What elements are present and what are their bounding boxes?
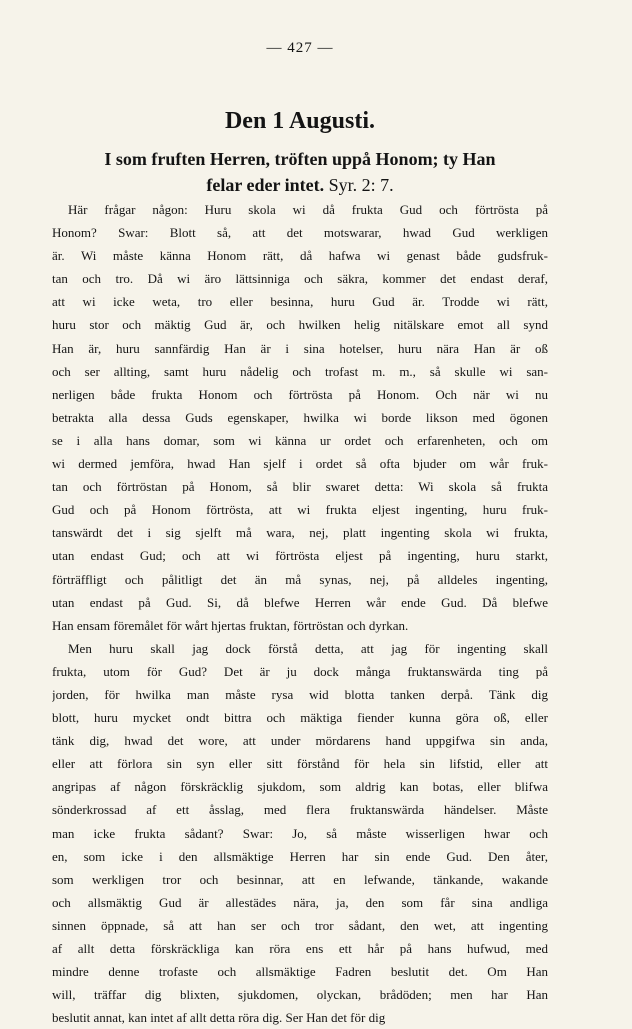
text-line: Men huru skall jag dock förstå detta, att jag för ingenting skall [68, 640, 548, 656]
text-line: man icke frukta sådant? Swar: Jo, så måste wisserligen hwar och [52, 825, 548, 841]
text-line: att wi icke weta, tro eller besinna, huru Gud är. Trodde wi rätt, [52, 294, 548, 310]
verse-line-1: I som fruften Herren, tröften uppå Honom; ty Han [104, 149, 496, 169]
text-line: Han ensam föremålet för wårt hjertas fruktan, förtröstan och dyrkan. [52, 617, 409, 633]
body-text [52, 198, 548, 1029]
verse-line-2-text: felar eder intet. [206, 175, 325, 195]
text-line: tanswärdt det i sig sjelft må wara, nej, platt ingenting skola wi frukta, [52, 525, 548, 541]
text-line: är. Wi måste känna Honom rätt, då hafwa wi genast både gudsfruk- [52, 248, 548, 264]
text-line: och allsmäktig Gud är allestädes nära, ja, den som får sina andliga [52, 894, 548, 910]
text-line: tan och förtröstan på Honom, så blir swaret detta: Wi skola så frukta [52, 479, 548, 495]
verse-reference: Syr. 2: 7. [328, 175, 394, 195]
page-number: — 427 — [266, 40, 334, 56]
text-line: utan endast på Gud. Si, då blefwe Herren wår ende Gud. Då blefwe [52, 594, 548, 610]
text-line: se i alla hans domar, som wi känna ur ordet och erfarenheten, och om [52, 432, 548, 448]
text-line: af allt detta förskräckliga kan röra ens ett hår på hans hufwud, med [52, 941, 548, 956]
text-line: Han är, huru sannfärdig Han är i sina hotelser, huru nära Han är oß [52, 340, 548, 356]
text-line: huru stor och mäktig Gud är, och hwilken helig nitälskare emot all synd [52, 317, 548, 333]
text-line: jorden, för hwilka man måste rysa wid blotta tanken derpå. Tänk dig [52, 686, 548, 702]
text-line: en, som icke i den allsmäktige Herren har sin ende Gud. Den åter, [52, 848, 548, 864]
text-line: förträffligt och pålitligt det än må synas, nej, på alldeles ingenting, [52, 571, 548, 587]
text-line: blott, huru mycket ondt bittra och mäktiga fiender kunna göra oß, eller [52, 710, 548, 726]
text-line: sinnen öppnade, så att han ser och tror sådant, den wet, att ingenting [52, 917, 548, 933]
text-line: beslutit annat, kan intet af allt detta röra dig. Ser Han det för dig [52, 1010, 386, 1026]
text-line: frukta, utom för Gud? Det är ju dock många fruktanswärda ting på [52, 663, 548, 679]
text-line: tänk dig, hwad det wore, att under mördarens hand uppgifwa sin anda, [52, 733, 548, 749]
page-title: Den 1 Augusti. [224, 108, 376, 134]
text-line: Här frågar någon: Huru skola wi då frukta Gud och förtrösta på [68, 202, 548, 217]
text-line: som werkligen tror och besinnar, att en lefwande, tänkande, wakande [52, 871, 548, 887]
book-page [52, 0, 548, 1026]
text-line: Gud och på Honom förtrösta, att wi frukta eljest ingenting, huru fruk- [52, 502, 548, 518]
text-line: wi dermed jemföra, hwad Han sjelf i ordet så ofta bjuder om wår fruk- [52, 456, 548, 472]
text-line: mindre denne trofaste och allsmäktige Fadren beslutit det. Om Han [52, 964, 548, 980]
text-line: betrakta alla dessa Guds egenskaper, hwilka wi borde likson med ögonen [52, 409, 548, 425]
text-line: tan och tro. Då wi äro lättsinniga och säkra, kommer det endast deraf, [52, 271, 548, 287]
text-line: Honom? Swar: Blott så, att det motswarar, hwad Gud werkligen [52, 225, 548, 241]
text-line: eller att förlora sin syn eller sitt förstånd för hela sin lifstid, eller att [52, 756, 548, 772]
text-line: will, träffar dig blixten, sjukdomen, olyckan, brådöden; men har Han [52, 987, 548, 1003]
text-line: utan endast Gud; och att wi förtrösta eljest på ingenting, huru starkt, [52, 548, 548, 564]
bible-verse-heading [52, 146, 548, 198]
verse-line-2 [52, 172, 548, 198]
text-line: sönderkrossad af ett åsslag, med flera fruktanswärda händelser. Måste [52, 802, 548, 818]
text-line: nerligen både frukta Honom och förtrösta på Honom. Och när wi nu [52, 386, 548, 402]
text-line: angripas af någon förskräcklig sjukdom, som aldrig kan botas, eller blifwa [52, 779, 548, 795]
text-line: och ser allting, samt huru nådelig och trofast m. m., så skulle wi san- [52, 363, 548, 379]
